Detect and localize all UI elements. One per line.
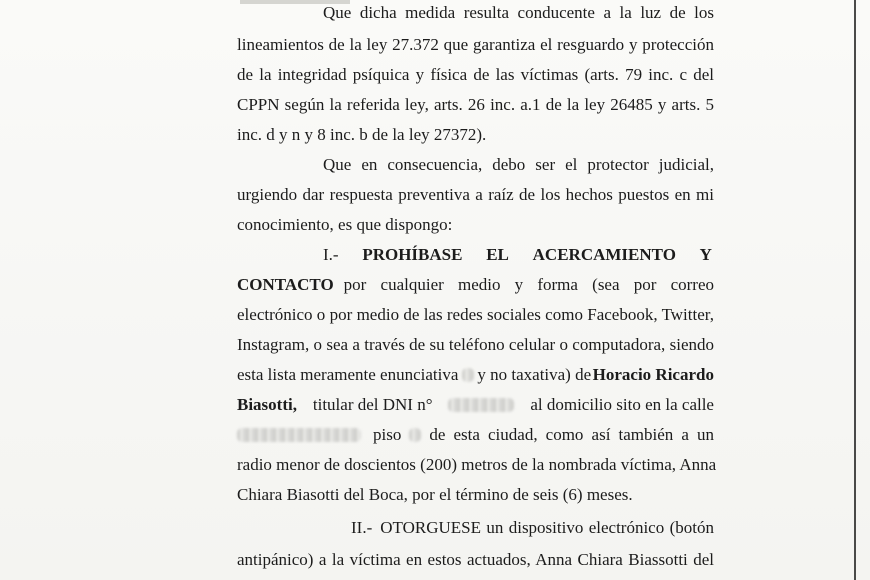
page-edge-line (854, 0, 856, 580)
item2-line1-rest: OTORGUESE un dispositivo electrónico (botón (380, 518, 714, 537)
redacted-mark (462, 368, 474, 382)
redacted-floor (409, 428, 421, 442)
paragraph-line-5: inc. d y n y 8 inc. b de la ley 27372). (237, 125, 487, 144)
paragraph-line-3: de la integridad psíquica y física de las víctimas (arts. 79 inc. c del (237, 65, 714, 84)
item1-line-7: radio menor de doscientos (200) metros de la nombrada víctima, Anna (237, 455, 717, 474)
item1-heading-d: Y (699, 245, 712, 264)
item1-line-8: Chiara Biasotti del Boca, por el término de seis (6) meses. (237, 485, 633, 504)
item2-number: II.- (351, 518, 373, 537)
paragraph-line-7: urgiendo dar respuesta preventiva a raíz de los hechos puestos en mi (237, 185, 714, 204)
paragraph-line-8: conocimiento, es que dispongo: (237, 215, 453, 234)
item1-line6-rest: de esta ciudad, como así también a un (429, 425, 714, 444)
item1-line-1 (237, 275, 714, 295)
item1-line5-dni: titular del DNI n° (312, 395, 433, 414)
item1-number: I.- (323, 245, 339, 264)
redacted-address (237, 428, 361, 442)
item1-line1-rest: por cualquier medio y forma (sea por correo (343, 275, 714, 294)
item1-line5-rest: al domicilio sito en la calle (530, 395, 714, 414)
item1-heading-b: EL (486, 245, 509, 264)
item2-line-2: antipánico) a la víctima en estos actuados, Anna Chiara Biassotti del (237, 550, 714, 569)
item1-line-6 (237, 425, 714, 445)
item1-line-4 (237, 365, 714, 385)
paragraph-line-2: lineamientos de la ley 27.372 que garantiza el resguardo y protección (237, 35, 714, 54)
item1-line-2: electrónico o por medio de las redes sociales como Facebook, Twitter, (237, 305, 714, 324)
item2-line-1 (237, 518, 714, 538)
item1-line4-pre: esta lista meramente enunciativa (237, 365, 459, 384)
redacted-dni (448, 398, 514, 412)
paragraph-line-6: Que en consecuencia, debo ser el protector judicial, (323, 155, 714, 174)
paragraph-line-4: CPPN según la referida ley, arts. 26 inc. a.1 de la ley 26485 y arts. 5 (237, 95, 714, 114)
item1-line4-name: Horacio Ricardo (592, 365, 714, 384)
item1-heading-a: PROHÍBASE (362, 245, 463, 264)
item1-line4-mid: y no taxativa) de (477, 365, 592, 384)
item1-heading-c: ACERCAMIENTO (532, 245, 676, 264)
item1-line-3: Instagram, o sea a través de su teléfono celular o computadora, siendo (237, 335, 714, 354)
item1-heading-line (237, 245, 714, 265)
item1-heading-e: CONTACTO (237, 275, 334, 294)
paragraph-line-1: Que dicha medida resulta conducente a la luz de los (323, 3, 714, 22)
item1-line5-name: Biasotti, (237, 395, 297, 414)
item1-line6-piso: piso (373, 425, 402, 444)
item1-line-5 (237, 395, 714, 415)
